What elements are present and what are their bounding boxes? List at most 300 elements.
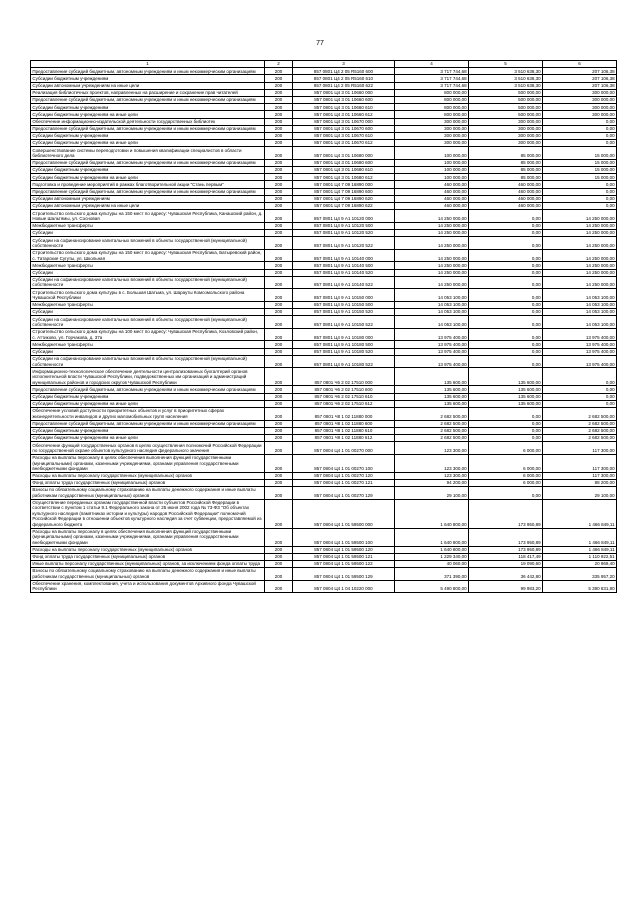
row-name: Предоставление субсидий бюджетным, автономным учреждениям и иным некоммерческим организациям xyxy=(31,188,265,195)
row-value-2: 300 000,00 xyxy=(469,118,543,125)
row-value-3: 0,00 xyxy=(543,368,617,386)
row-value-1: 14 250 000,00 xyxy=(395,229,469,236)
row-name: Субсидии бюджетным учреждениям xyxy=(31,132,265,139)
row-name: Субсидии бюджетным учреждениям на иные цели xyxy=(31,400,265,407)
row-value-1: 123 300,00 xyxy=(395,442,469,455)
row-value-3: 117 300,00 xyxy=(543,472,617,479)
row-name: Подготовка и проведение мероприятий в рамках благотворительной акции "Стань первым" xyxy=(31,181,265,188)
row-code: 200 xyxy=(265,328,293,341)
row-name: Субсидии xyxy=(31,269,265,276)
table-row xyxy=(31,174,617,181)
row-kbk: 857 0801 Ц4 9 A1 10120 522 xyxy=(293,237,395,250)
row-value-3: 14 250 000,00 xyxy=(543,276,617,289)
row-kbk: 857 0801 Ц4 9 A1 10120 500 xyxy=(293,222,395,229)
table-row xyxy=(31,82,617,89)
table-row xyxy=(31,188,617,195)
row-value-1: 800 000,00 xyxy=(395,111,469,118)
row-kbk: 857 0801 Ц4 3 01 10670 612 xyxy=(293,140,395,147)
row-value-2: 85 000,00 xyxy=(469,167,543,174)
row-value-2: 0,00 xyxy=(469,427,543,434)
row-value-2: 0,00 xyxy=(469,237,543,250)
row-value-3: 0,00 xyxy=(543,202,617,209)
row-code: 200 xyxy=(265,181,293,188)
row-kbk: 857 0801 Ц4 2 05 R5160 622 xyxy=(293,82,395,89)
row-kbk: 857 0801 Ц4 3 01 10670 600 xyxy=(293,125,395,132)
row-value-1: 460 000,00 xyxy=(395,188,469,195)
table-row xyxy=(31,568,617,581)
row-name: Межбюджетные трансферты xyxy=(31,301,265,308)
row-value-1: 100 000,00 xyxy=(395,174,469,181)
row-code: 200 xyxy=(265,348,293,355)
row-code: 200 xyxy=(265,472,293,479)
row-name: Обеспечение функций государственных органов в целях осуществления полномочий Российской Федерации по государственной охране объектов культурного наследия федерального значения xyxy=(31,442,265,455)
table-row xyxy=(31,269,617,276)
row-value-3: 13 975 400,00 xyxy=(543,328,617,341)
row-kbk: 857 0801 Ц4 9 A1 10150 500 xyxy=(293,301,395,308)
row-value-2: 0,00 xyxy=(469,487,543,500)
row-code: 200 xyxy=(265,237,293,250)
row-value-1: 371 390,00 xyxy=(395,568,469,581)
row-code: 200 xyxy=(265,499,293,528)
table-row xyxy=(31,442,617,455)
header-cell: 2 xyxy=(265,61,293,68)
table-row xyxy=(31,202,617,209)
row-value-2: 300 000,00 xyxy=(469,125,543,132)
row-value-1: 1 640 800,00 xyxy=(395,499,469,528)
table-row xyxy=(31,427,617,434)
row-value-1: 14 250 000,00 xyxy=(395,222,469,229)
row-kbk: 857 0801 Ц4 7 09 16890 000 xyxy=(293,181,395,188)
row-value-2: 85 000,00 xyxy=(469,174,543,181)
row-name: Межбюджетные трансферты xyxy=(31,262,265,269)
row-value-1: 800 000,00 xyxy=(395,89,469,96)
table-row xyxy=(31,118,617,125)
row-value-1: 13 975 400,00 xyxy=(395,348,469,355)
table-row xyxy=(31,249,617,262)
row-name: Субсидии автономным учреждениям на иные цели xyxy=(31,82,265,89)
table-row xyxy=(31,580,617,593)
row-value-1: 300 000,00 xyxy=(395,125,469,132)
row-value-2: 173 950,89 xyxy=(469,528,543,546)
row-value-1: 14 250 000,00 xyxy=(395,269,469,276)
row-name: Фонд оплаты труда государственных (муниципальных) органов xyxy=(31,553,265,560)
row-name: Обеспечение условий доступности приоритетных объектов и услуг в приоритетных сферах жизнедеятельности инвалидов и других маломобильных групп населения xyxy=(31,407,265,420)
row-name: Взносы по обязательному социальному страхованию на выплаты денежного содержания и иные выплаты работникам государственных (муниципальных) органов xyxy=(31,568,265,581)
row-value-3: 0,00 xyxy=(543,400,617,407)
row-value-1: 135 600,00 xyxy=(395,386,469,393)
table-row xyxy=(31,487,617,500)
row-value-3: 2 682 500,00 xyxy=(543,434,617,441)
row-value-1: 14 250 000,00 xyxy=(395,262,469,269)
row-kbk: 857 0804 Ц4 1 01 59500 120 xyxy=(293,546,395,553)
row-name: Предоставление субсидий бюджетным, автономным учреждениям и иным некоммерческим организациям xyxy=(31,125,265,132)
row-kbk: 857 0801 Ц4 9 A1 10140 000 xyxy=(293,249,395,262)
row-value-2: 36 442,80 xyxy=(469,568,543,581)
row-value-3: 207 106,38 xyxy=(543,82,617,89)
table-row xyxy=(31,341,617,348)
row-code: 200 xyxy=(265,560,293,567)
row-name: Субсидии автономным учреждениям xyxy=(31,195,265,202)
row-name: Обеспечение информационно-издательской деятельности государственных библиотек xyxy=(31,118,265,125)
table-row xyxy=(31,386,617,393)
row-code: 200 xyxy=(265,368,293,386)
table-row xyxy=(31,316,617,329)
row-value-1: 460 000,00 xyxy=(395,202,469,209)
header-cell: 1 xyxy=(31,61,265,68)
row-kbk: 857 0801 Ч8 1 02 11880 000 xyxy=(293,407,395,420)
header-cell: 6 xyxy=(543,61,617,68)
row-value-3: 0,00 xyxy=(543,132,617,139)
row-kbk: 857 0801 Ц4 9 A1 10150 000 xyxy=(293,289,395,302)
row-code: 200 xyxy=(265,249,293,262)
row-code: 200 xyxy=(265,434,293,441)
row-value-1: 123 300,00 xyxy=(395,472,469,479)
table-row xyxy=(31,75,617,82)
header-cell: 5 xyxy=(469,61,543,68)
row-value-3: 0,00 xyxy=(543,393,617,400)
row-name: Обеспечение хранения, комплектования, учета и использования документов Архивного фонда Чувашской Республики xyxy=(31,580,265,593)
row-kbk: 857 0801 Ч8 1 02 11880 612 xyxy=(293,434,395,441)
row-code: 200 xyxy=(265,420,293,427)
table-row xyxy=(31,195,617,202)
row-value-1: 14 250 000,00 xyxy=(395,210,469,223)
row-value-2: 118 417,49 xyxy=(469,553,543,560)
row-name: Субсидии на софинансирование капитальных вложений в объекты государственной (муниципальной) собственности xyxy=(31,316,265,329)
table-row xyxy=(31,420,617,427)
row-code: 200 xyxy=(265,487,293,500)
row-value-2: 0,00 xyxy=(469,289,543,302)
row-kbk: 857 0801 Ц4 3 01 10680 612 xyxy=(293,174,395,181)
row-value-2: 460 000,00 xyxy=(469,195,543,202)
table-row xyxy=(31,68,617,75)
row-name: Взносы по обязательному социальному страхованию на выплаты денежного содержания и иные выплаты работникам государственных (муниципальных) органов xyxy=(31,487,265,500)
row-value-1: 14 250 000,00 xyxy=(395,276,469,289)
row-value-3: 15 000,00 xyxy=(543,167,617,174)
row-value-1: 3 717 744,68 xyxy=(395,75,469,82)
row-value-2: 500 000,00 xyxy=(469,104,543,111)
row-code: 200 xyxy=(265,386,293,393)
row-value-2: 0,00 xyxy=(469,434,543,441)
row-code: 200 xyxy=(265,442,293,455)
table-row xyxy=(31,528,617,546)
row-value-3: 14 250 000,00 xyxy=(543,229,617,236)
row-kbk: 857 0801 Ч6 2 02 17510 600 xyxy=(293,386,395,393)
row-value-1: 135 600,00 xyxy=(395,400,469,407)
row-code: 200 xyxy=(265,195,293,202)
row-kbk: 857 0804 Ц4 1 01 59500 122 xyxy=(293,560,395,567)
row-value-2: 85 000,00 xyxy=(469,159,543,166)
row-kbk: 857 0801 Ц4 9 A1 10180 000 xyxy=(293,328,395,341)
row-value-1: 2 682 500,00 xyxy=(395,420,469,427)
table-row xyxy=(31,407,617,420)
row-code: 200 xyxy=(265,262,293,269)
row-kbk: 857 0801 Ц4 7 09 16890 620 xyxy=(293,195,395,202)
table-row xyxy=(31,125,617,132)
row-name: Иные выплаты персоналу государственных (муниципальных) органов, за исключением фонда оплаты труда xyxy=(31,560,265,567)
row-kbk: 857 0804 Ц4 1 01 59500 000 xyxy=(293,499,395,528)
row-code: 200 xyxy=(265,96,293,103)
row-value-2: 85 000,00 xyxy=(469,147,543,160)
row-code: 200 xyxy=(265,111,293,118)
row-kbk: 857 0801 Ц4 9 A1 10140 520 xyxy=(293,269,395,276)
row-value-3: 15 000,00 xyxy=(543,159,617,166)
row-kbk: 857 0801 Ч6 2 02 17510 610 xyxy=(293,393,395,400)
row-value-2: 500 000,00 xyxy=(469,96,543,103)
row-kbk: 857 0804 Ц4 1 01 59500 121 xyxy=(293,553,395,560)
row-kbk: 857 0804 Ц4 1 01 00270 000 xyxy=(293,442,395,455)
row-value-3: 117 300,00 xyxy=(543,454,617,472)
row-value-2: 0,00 xyxy=(469,222,543,229)
row-kbk: 857 0801 Ц4 2 05 R5160 610 xyxy=(293,75,395,82)
row-code: 200 xyxy=(265,528,293,546)
table-row xyxy=(31,276,617,289)
row-value-2: 0,00 xyxy=(469,309,543,316)
row-value-2: 6 000,00 xyxy=(469,454,543,472)
row-value-3: 0,00 xyxy=(543,195,617,202)
table-row xyxy=(31,546,617,553)
row-value-1: 40 060,00 xyxy=(395,560,469,567)
row-value-1: 29 100,00 xyxy=(395,487,469,500)
row-kbk: 857 0801 Ц4 9 A1 10140 500 xyxy=(293,262,395,269)
row-value-2: 6 000,00 xyxy=(469,472,543,479)
row-code: 200 xyxy=(265,553,293,560)
row-code: 200 xyxy=(265,309,293,316)
row-name: Строительство сельского дома культуры на 150 мест по адресу: Чувашская Республика, Канашский район, д. Новые Шальтямы, ул. Сосновая xyxy=(31,210,265,223)
row-value-3: 14 250 000,00 xyxy=(543,237,617,250)
row-value-1: 5 490 800,00 xyxy=(395,580,469,593)
row-value-3: 300 000,00 xyxy=(543,89,617,96)
row-value-1: 460 000,00 xyxy=(395,181,469,188)
row-code: 200 xyxy=(265,454,293,472)
row-value-1: 94 200,00 xyxy=(395,479,469,486)
row-kbk: 857 0804 Ц4 1 01 00270 120 xyxy=(293,472,395,479)
row-code: 200 xyxy=(265,546,293,553)
row-value-2: 0,00 xyxy=(469,210,543,223)
row-value-3: 14 053 100,00 xyxy=(543,316,617,329)
row-code: 200 xyxy=(265,289,293,302)
row-value-1: 3 717 744,68 xyxy=(395,68,469,75)
row-code: 200 xyxy=(265,407,293,420)
row-value-3: 0,00 xyxy=(543,386,617,393)
row-code: 200 xyxy=(265,210,293,223)
row-value-3: 207 106,38 xyxy=(543,75,617,82)
row-kbk: 857 0801 Ц4 3 01 10660 000 xyxy=(293,89,395,96)
row-value-2: 135 600,00 xyxy=(469,368,543,386)
row-value-3: 207 106,38 xyxy=(543,68,617,75)
row-name: Субсидии автономным учреждениям на иные цели xyxy=(31,202,265,209)
budget-table xyxy=(30,60,617,593)
row-value-2: 460 000,00 xyxy=(469,188,543,195)
page-number: 77 xyxy=(316,40,324,47)
table-row xyxy=(31,96,617,103)
row-value-1: 135 600,00 xyxy=(395,368,469,386)
row-value-1: 100 000,00 xyxy=(395,167,469,174)
row-value-1: 800 000,00 xyxy=(395,104,469,111)
row-value-1: 2 682 500,00 xyxy=(395,407,469,420)
row-value-1: 800 000,00 xyxy=(395,96,469,103)
header-row xyxy=(31,61,617,68)
row-value-2: 0,00 xyxy=(469,328,543,341)
table-row xyxy=(31,560,617,567)
table-row xyxy=(31,222,617,229)
row-value-1: 1 640 800,00 xyxy=(395,528,469,546)
row-value-1: 14 053 100,00 xyxy=(395,309,469,316)
row-value-3: 15 000,00 xyxy=(543,174,617,181)
row-code: 200 xyxy=(265,427,293,434)
row-kbk: 857 0801 Ц4 7 09 16890 600 xyxy=(293,188,395,195)
row-code: 200 xyxy=(265,229,293,236)
row-value-2: 6 000,00 xyxy=(469,479,543,486)
row-code: 200 xyxy=(265,89,293,96)
row-name: Предоставление субсидий бюджетным, автономным учреждениям и иным некоммерческим организациям xyxy=(31,68,265,75)
table-row xyxy=(31,328,617,341)
row-name: Субсидии бюджетным учреждениям на иные цели xyxy=(31,111,265,118)
row-kbk: 857 0801 Ц4 9 A1 10140 522 xyxy=(293,276,395,289)
row-value-2: 6 000,00 xyxy=(469,442,543,455)
row-value-3: 14 250 000,00 xyxy=(543,262,617,269)
row-kbk: 857 0801 Ц4 2 05 R5160 600 xyxy=(293,68,395,75)
header-cell: 3 xyxy=(293,61,395,68)
row-kbk: 857 0801 Ц4 3 01 10680 610 xyxy=(293,167,395,174)
row-value-3: 0,00 xyxy=(543,118,617,125)
row-value-2: 300 000,00 xyxy=(469,132,543,139)
row-value-1: 13 975 400,00 xyxy=(395,341,469,348)
row-kbk: 857 0801 Ч8 1 02 11880 600 xyxy=(293,420,395,427)
row-value-3: 0,00 xyxy=(543,125,617,132)
row-value-3: 300 000,00 xyxy=(543,96,617,103)
row-kbk: 857 0801 Ц4 3 01 10660 612 xyxy=(293,111,395,118)
row-value-3: 117 300,00 xyxy=(543,442,617,455)
row-value-1: 3 717 744,68 xyxy=(395,82,469,89)
table-row xyxy=(31,301,617,308)
row-value-1: 13 975 400,00 xyxy=(395,328,469,341)
row-code: 200 xyxy=(265,159,293,166)
row-name: Реализация библиотечных проектов, направленных на расширение и сохранение прав читателей xyxy=(31,89,265,96)
row-value-3: 88 200,00 xyxy=(543,479,617,486)
table-row xyxy=(31,368,617,386)
row-value-3: 13 975 400,00 xyxy=(543,355,617,368)
table-row xyxy=(31,553,617,560)
row-value-1: 135 600,00 xyxy=(395,393,469,400)
row-name: Субсидии бюджетным учреждениям xyxy=(31,167,265,174)
row-code: 200 xyxy=(265,568,293,581)
row-value-3: 14 053 100,00 xyxy=(543,301,617,308)
row-value-1: 460 000,00 xyxy=(395,195,469,202)
row-code: 200 xyxy=(265,82,293,89)
row-code: 200 xyxy=(265,167,293,174)
table-row xyxy=(31,132,617,139)
row-code: 200 xyxy=(265,400,293,407)
row-kbk: 857 0801 Ч6 2 02 17510 000 xyxy=(293,368,395,386)
row-value-3: 15 000,00 xyxy=(543,147,617,160)
row-value-3: 2 682 500,00 xyxy=(543,427,617,434)
row-code: 200 xyxy=(265,269,293,276)
row-kbk: 857 0804 Ц4 1 01 59500 100 xyxy=(293,528,395,546)
row-value-3: 2 682 500,00 xyxy=(543,407,617,420)
row-name: Субсидии бюджетным учреждениям xyxy=(31,393,265,400)
table-row xyxy=(31,472,617,479)
row-name: Субсидии бюджетным учреждениям на иные цели xyxy=(31,434,265,441)
row-value-3: 14 250 000,00 xyxy=(543,222,617,229)
row-value-1: 2 682 500,00 xyxy=(395,434,469,441)
row-code: 200 xyxy=(265,140,293,147)
row-value-2: 0,00 xyxy=(469,420,543,427)
table-row xyxy=(31,140,617,147)
row-code: 200 xyxy=(265,276,293,289)
row-name: Информационно-технологическое обеспечение деятельности централизованных бухгалтерий органов исполнительной власти Чувашской Республики, подведомственных им организаций и администраций муниципальных районов и городских округов Чувашской Республики xyxy=(31,368,265,386)
row-kbk: 857 0801 Ч8 1 02 11880 610 xyxy=(293,427,395,434)
row-value-2: 0,00 xyxy=(469,249,543,262)
table-body xyxy=(31,68,617,593)
table-row xyxy=(31,181,617,188)
row-kbk: 857 0801 Ц4 9 A1 10120 000 xyxy=(293,210,395,223)
row-value-2: 135 600,00 xyxy=(469,386,543,393)
row-kbk: 857 0801 Ц4 9 A1 10120 520 xyxy=(293,229,395,236)
table-row xyxy=(31,147,617,160)
row-value-1: 14 053 100,00 xyxy=(395,316,469,329)
row-kbk: 857 0801 Ц4 9 A1 10180 522 xyxy=(293,355,395,368)
row-name: Расходы на выплаты персоналу государственных (муниципальных) органов xyxy=(31,546,265,553)
row-value-2: 0,00 xyxy=(469,355,543,368)
row-name: Межбюджетные трансферты xyxy=(31,341,265,348)
table-row xyxy=(31,167,617,174)
row-kbk: 857 0801 Ц4 3 01 10680 600 xyxy=(293,159,395,166)
row-value-1: 2 682 500,00 xyxy=(395,427,469,434)
row-name: Субсидии на софинансирование капитальных вложений в объекты государственной (муниципальной) собственности xyxy=(31,237,265,250)
row-code: 200 xyxy=(265,479,293,486)
row-value-1: 300 000,00 xyxy=(395,140,469,147)
row-name: Расходы на выплаты персоналу в целях обеспечения выполнения функций государственными (муниципальными) органами, казенными учреждениями, органами управления государственными внебюджетными фондами xyxy=(31,528,265,546)
row-value-3: 14 250 000,00 xyxy=(543,269,617,276)
row-value-3: 14 053 100,00 xyxy=(543,309,617,316)
row-kbk: 857 0804 Ц4 1 01 59500 129 xyxy=(293,568,395,581)
row-code: 200 xyxy=(265,355,293,368)
row-value-3: 1 466 849,11 xyxy=(543,499,617,528)
row-code: 200 xyxy=(265,393,293,400)
row-value-3: 0,00 xyxy=(543,188,617,195)
row-value-3: 300 000,00 xyxy=(543,104,617,111)
row-value-2: 0,00 xyxy=(469,407,543,420)
row-value-2: 3 510 638,30 xyxy=(469,68,543,75)
row-value-2: 135 600,00 xyxy=(469,400,543,407)
row-value-3: 300 000,00 xyxy=(543,111,617,118)
row-value-2: 173 950,89 xyxy=(469,499,543,528)
row-value-2: 0,00 xyxy=(469,301,543,308)
row-value-3: 20 969,40 xyxy=(543,560,617,567)
row-name: Субсидии бюджетным учреждениям xyxy=(31,427,265,434)
row-name: Субсидии на софинансирование капитальных вложений в объекты государственной (муниципальной) собственности xyxy=(31,276,265,289)
row-value-2: 0,00 xyxy=(469,348,543,355)
row-value-3: 29 100,00 xyxy=(543,487,617,500)
table-row xyxy=(31,348,617,355)
table-row xyxy=(31,262,617,269)
table-row xyxy=(31,479,617,486)
row-value-2: 300 000,00 xyxy=(469,140,543,147)
row-value-1: 300 000,00 xyxy=(395,132,469,139)
row-name: Строительство сельского дома культуры в с. Большая Шатьма, ул. Шарауты Комсомольского района Чувашской Республики xyxy=(31,289,265,302)
row-name: Совершенствование системы переподготовки и повышения квалификации специалистов в области библиотечного дела xyxy=(31,147,265,160)
row-value-2: 135 600,00 xyxy=(469,393,543,400)
row-value-2: 460 000,00 xyxy=(469,202,543,209)
row-kbk: 857 0801 Ц4 9 A1 10150 520 xyxy=(293,309,395,316)
row-value-3: 0,00 xyxy=(543,140,617,147)
row-value-1: 100 000,00 xyxy=(395,159,469,166)
table-row xyxy=(31,159,617,166)
row-value-3: 0,00 xyxy=(543,181,617,188)
row-name: Предоставление субсидий бюджетным, автономным учреждениям и иным некоммерческим организациям xyxy=(31,159,265,166)
row-name: Строительство сельского дома культуры на 150 мест по адресу: Чувашская Республика, Батыревский район, с. Татарские Сугуты, ул. Школьная xyxy=(31,249,265,262)
row-code: 200 xyxy=(265,132,293,139)
